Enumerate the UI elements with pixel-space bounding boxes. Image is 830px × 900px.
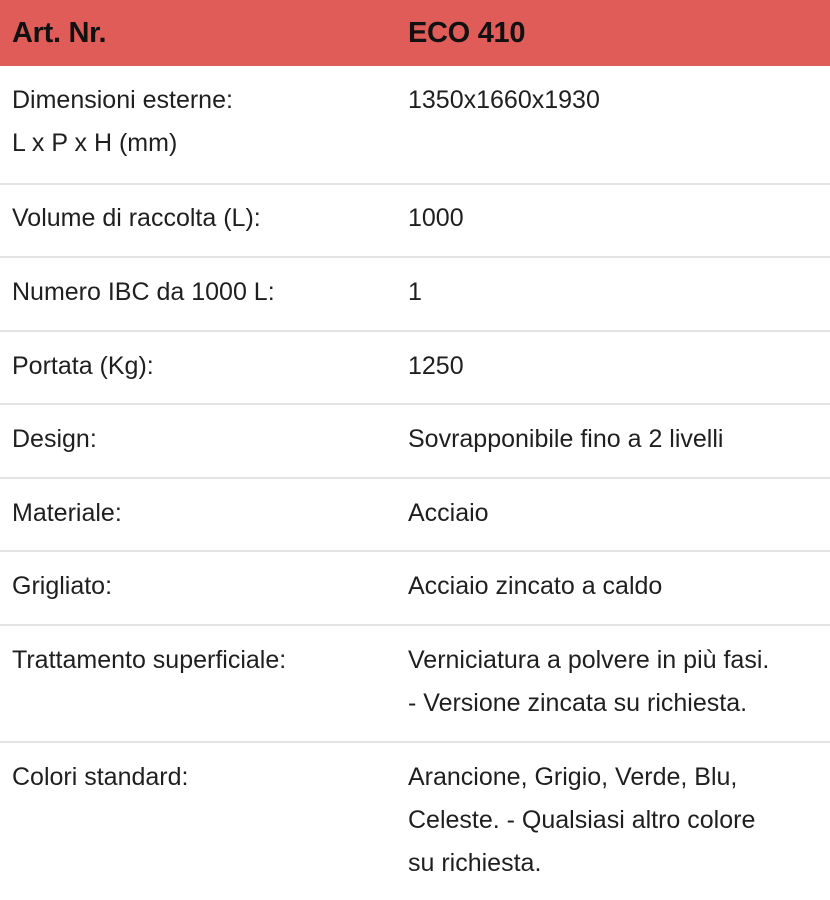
row-label-line: Grigliato: xyxy=(12,572,113,600)
row-label xyxy=(0,331,397,404)
row-label-line: Trattamento superficiale: xyxy=(12,646,287,674)
row-value xyxy=(397,625,830,742)
row-label xyxy=(0,404,397,478)
row-label-line: Volume di raccolta (L): xyxy=(12,204,261,232)
table-row xyxy=(0,478,830,551)
row-label-line: L x P x H (mm) xyxy=(12,129,178,157)
row-value-line: 1000 xyxy=(408,204,464,232)
table-row xyxy=(0,742,830,900)
table-row xyxy=(0,551,830,625)
row-value xyxy=(397,66,830,184)
row-label-line: Materiale: xyxy=(12,499,122,527)
row-value xyxy=(397,551,830,625)
row-label xyxy=(0,551,397,625)
table-header xyxy=(0,0,830,66)
row-label xyxy=(0,478,397,551)
row-value-line: Verniciatura a polvere in più fasi. xyxy=(408,646,770,674)
row-label-line: Portata (Kg): xyxy=(12,352,154,380)
row-value xyxy=(397,331,830,404)
row-value-line: Arancione, Grigio, Verde, Blu, xyxy=(408,763,738,791)
table-row xyxy=(0,66,830,184)
row-value-line: - Versione zincata su richiesta. xyxy=(408,689,748,717)
row-value-line: Acciaio zincato a caldo xyxy=(408,572,663,600)
row-label xyxy=(0,742,397,900)
row-value xyxy=(397,257,830,331)
row-value xyxy=(397,184,830,257)
table-row xyxy=(0,625,830,742)
row-label xyxy=(0,66,397,184)
table-body xyxy=(0,66,830,900)
table-row xyxy=(0,331,830,404)
row-label-line: Dimensioni esterne: xyxy=(12,86,233,114)
row-label xyxy=(0,257,397,331)
header-row xyxy=(0,0,830,66)
row-value xyxy=(397,478,830,551)
row-value-line: Celeste. - Qualsiasi altro colore xyxy=(408,806,756,834)
row-label-line: Colori standard: xyxy=(12,763,189,791)
row-value-line: 1350x1660x1930 xyxy=(408,86,600,114)
row-value-line: Sovrapponibile fino a 2 livelli xyxy=(408,425,724,453)
row-value-line: 1250 xyxy=(408,352,464,380)
row-value xyxy=(397,742,830,900)
table-row xyxy=(0,404,830,478)
header-value: ECO 410 xyxy=(408,16,526,49)
row-value-line: su richiesta. xyxy=(408,849,542,877)
row-value xyxy=(397,404,830,478)
row-label xyxy=(0,184,397,257)
row-label xyxy=(0,625,397,742)
row-value-line: 1 xyxy=(408,278,422,306)
table-row xyxy=(0,257,830,331)
row-label-line: Design: xyxy=(12,425,97,453)
table-row xyxy=(0,184,830,257)
row-value-line: Acciaio xyxy=(408,499,489,527)
header-label: Art. Nr. xyxy=(12,16,107,49)
row-label-line: Numero IBC da 1000 L: xyxy=(12,278,275,306)
